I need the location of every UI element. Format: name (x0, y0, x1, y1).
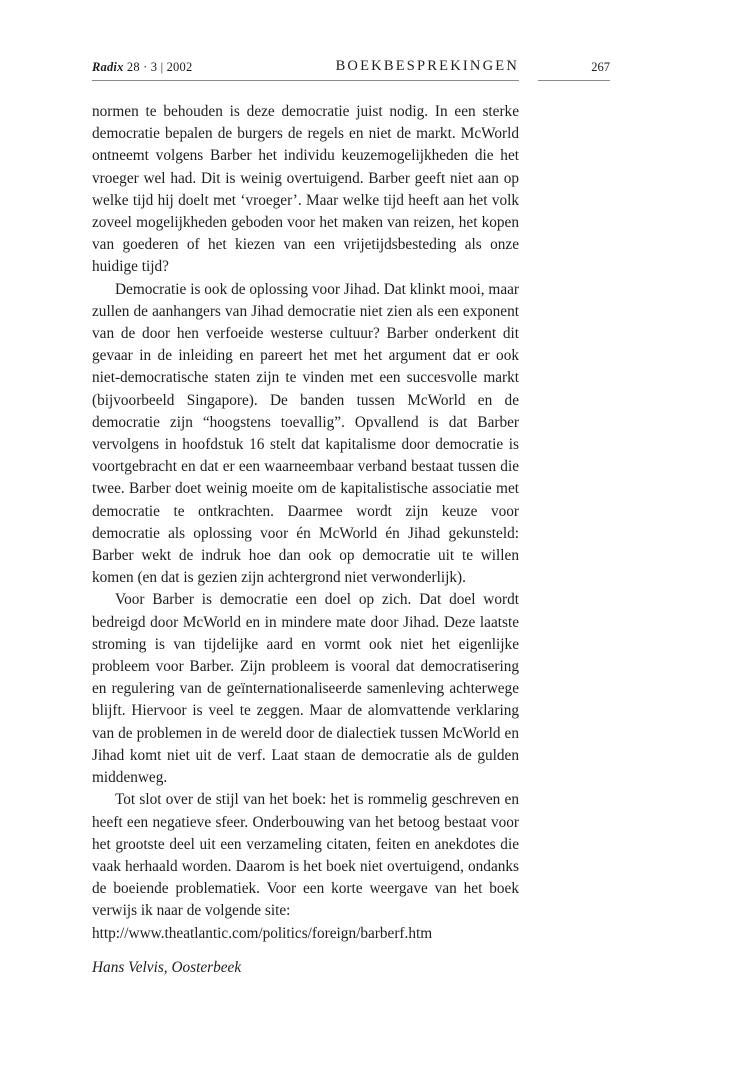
author-signature: Hans Velvis, Oosterbeek (92, 959, 242, 976)
paragraph-4: Tot slot over de stijl van het boek: het is rommelig geschreven en heeft een negatieve sfeer. Onderbouwing van het betoog bestaat voor het grootste deel uit een verzameling citaten, feiten en anekdotes die vaak herhaald worden. Daarom is het boek niet overtuigend, ondanks de boeiende problematiek. Voor een korte weergave van het boek verwijs ik naar de volgende site: (92, 791, 519, 920)
article-body (92, 101, 519, 945)
journal-reference (92, 60, 192, 75)
paragraph-1: normen te behouden is deze democratie juist nodig. In een sterke democratie bepalen de burgers de regels en niet de markt. McWorld ontneemt volgens Barber het individu keuzemogelijkheden die het vroeger wel had. Dit is weinig overtuigend. Barber geeft niet aan op welke tijd hij doelt met ‘vroeger’. Maar welke tijd heeft aan het volk zoveel mogelijkheden geboden voor het maken van reizen, het kopen van goederen of het kiezen van een vrijetijdsbesteding als onze huidige tijd? (92, 103, 519, 276)
journal-issue: 28 · 3 | 2002 (126, 60, 193, 74)
journal-name: Radix (92, 60, 124, 74)
section-title: BOEKBESPREKINGEN (335, 58, 519, 74)
page-number: 267 (591, 60, 610, 74)
reference-url: http://www.theatlantic.com/politics/foreign/barberf.htm (92, 924, 433, 942)
running-header (92, 58, 519, 81)
paragraph-2: Democratie is ook de oplossing voor Jihad. Dat klinkt mooi, maar zullen de aanhangers van Jihad democratie niet zien als een exponent van de door hen verfoeide westerse cultuur? Barber onderkent dit gevaar in de inleiding en pareert het met het argument dat er ook niet-democratische staten zijn te vinden met een succesvolle markt (bijvoorbeeld Singapore). De banden tussen McWorld en de democratie zijn “hoogstens toevallig”. Opvallend is dat Barber vervolgens in hoofdstuk 16 stelt dat kapitalisme door democratie is voortgebracht en dat er een waarneembaar verband bestaat tussen die twee. Barber doet weinig moeite om de kapitalistische associatie met democratie te ontkrachten. Daarmee wordt zijn keuze voor democratie als oplossing voor én McWorld én Jihad gekunsteld: Barber wekt de indruk hoe dan ook op democratie uit te willen komen (en dat is gezien zijn achtergrond niet verwonderlijk). (92, 280, 519, 587)
paragraph-3: Voor Barber is democratie een doel op zich. Dat doel wordt bedreigd door McWorld en in mindere mate door Jihad. Deze laatste stroming is van tijdelijke aard en vormt ook niet het eigenlijke probleem voor Barber. Zijn probleem is vooral dat democratisering en regulering van de geïnternationaliseerde samenleving achterwege blijft. Hiervoor is veel te zeggen. Maar de alomvattende verklaring van de problemen in de wereld door de dialectiek tussen McWorld en Jihad komt niet uit de verf. Laat staan de democratie als de gulden middenweg. (92, 591, 519, 787)
page-number-block (538, 58, 610, 81)
